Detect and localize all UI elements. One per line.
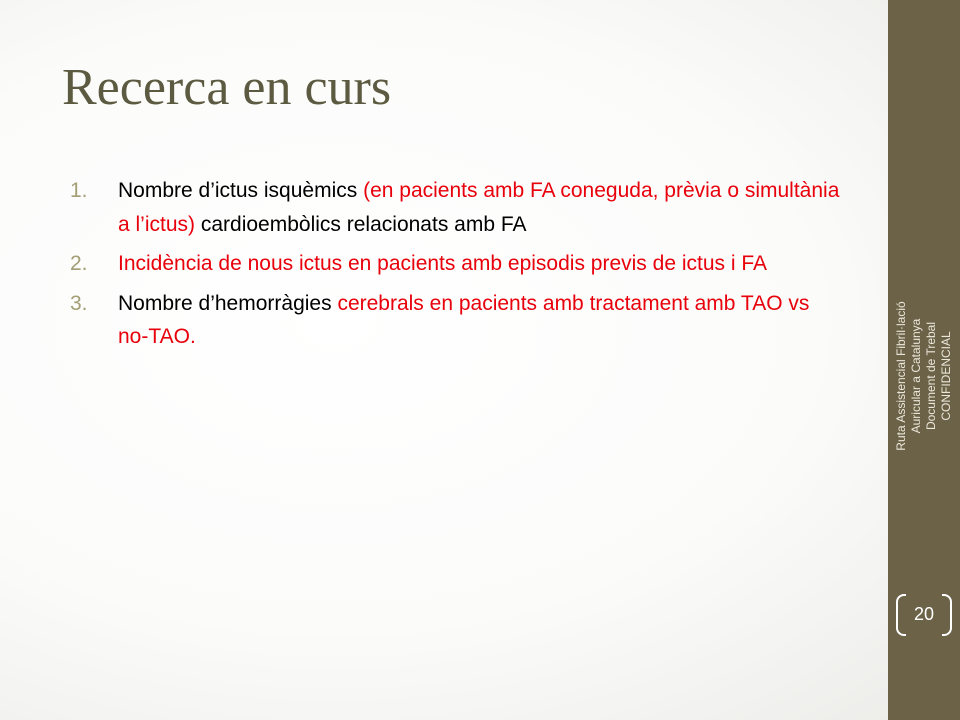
right-bracket-decoration	[942, 594, 952, 636]
numbered-list	[70, 174, 840, 360]
sidebar	[888, 0, 960, 720]
left-bracket-decoration	[896, 594, 906, 636]
text-segment: Nombre d’hemorràgies	[118, 291, 338, 315]
list-item	[70, 174, 840, 241]
text-segment: Nombre d’ictus isquèmics	[118, 179, 364, 202]
slide-title: Recerca en curs	[62, 59, 392, 116]
highlighted-text-segment: cerebrals en pacients amb tractament amb TAO vs no-TAO.	[118, 291, 810, 349]
list-item-text	[118, 252, 767, 275]
list-item-number: 3.	[70, 291, 88, 315]
list-item	[70, 287, 840, 354]
highlighted-text-segment: (en pacients amb FA coneguda, prèvia o simultània a l’ictus)	[118, 179, 840, 236]
list-item	[70, 247, 840, 281]
list-item-text	[118, 179, 839, 236]
list-item-number: 1.	[70, 179, 88, 202]
highlighted-text-segment: Incidència de nous ictus en pacients amb episodis previs de ictus i FA	[118, 252, 768, 276]
footer-text: Ruta Assistencial Fibril·lació Auricular a Catalunya Document de Trebal CONFIDENCIAL	[894, 301, 953, 451]
list-item-number: 2.	[70, 252, 88, 276]
list-item-text	[118, 292, 809, 349]
slide-number: 20	[913, 603, 935, 624]
text-segment: cardioembòlics relacionats amb FA	[195, 212, 527, 236]
slide-number-badge	[896, 594, 952, 634]
